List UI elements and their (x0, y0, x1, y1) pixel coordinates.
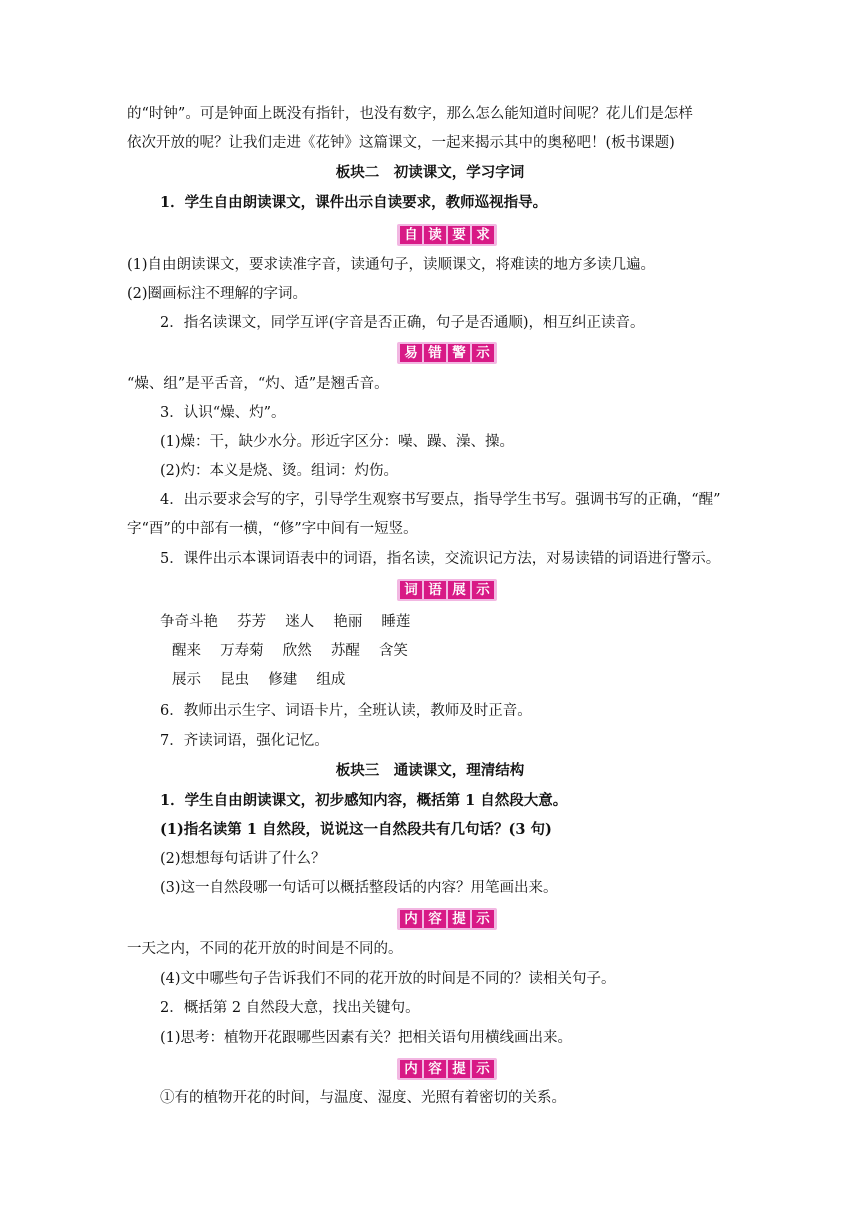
step-2: 2．指名读课文，同学互评(字音是否正确，句子是否通顺)，相互纠正读音。 (160, 315, 645, 331)
tag-content-hint-1 (397, 908, 497, 930)
char-note-1: (1)燥：干，缺少水分。形近字区分：噪、躁、澡、操。 (160, 434, 515, 450)
tag-char: 错 (424, 344, 446, 362)
task-1: 1．学生自由朗读课文，初步感知内容，概括第 1 自然段大意。 (160, 792, 568, 809)
char-note-2: (2)灼：本义是烧、烫。组词：灼伤。 (160, 463, 399, 479)
step-5: 5．课件出示本课词语表中的词语，指名读，交流识记方法，对易读错的词语进行警示。 (160, 551, 721, 567)
tag-char: 内 (400, 910, 422, 928)
step-7: 7．齐读词语，强化记忆。 (160, 733, 329, 749)
step-6: 6．教师出示生字、词语卡片，全班认读，教师及时正音。 (160, 703, 532, 719)
tag-char: 展 (448, 581, 470, 599)
step-4-line-2: 字“酉”的中部有一横，“修”字中间有一短竖。 (127, 521, 418, 537)
task-1-q4: (4)文中哪些句子告诉我们不同的花开放的时间是不同的？读相关句子。 (160, 971, 616, 987)
task-1-q2: (2)想想每句话讲了什么？ (160, 851, 326, 867)
task-1-q3: (3)这一自然段哪一句话可以概括整段话的内容？用笔画出来。 (160, 880, 558, 896)
step-3: 3．认识“燥、灼”。 (160, 405, 286, 421)
tag-char: 示 (472, 1060, 494, 1078)
tag-char: 容 (424, 910, 446, 928)
tag-char: 词 (400, 581, 422, 599)
tag-char: 提 (448, 1060, 470, 1078)
step-4-line-1: 4．出示要求会写的字，引导学生观察书写要点，指导学生书写。强调书写的正确，“醒” (160, 492, 721, 508)
tag-char: 易 (400, 344, 422, 362)
section-heading-2: 板块二 初读课文，学习字词 (335, 164, 525, 181)
hint-text-1: 一天之内，不同的花开放的时间是不同的。 (127, 941, 403, 957)
tag-char: 示 (472, 344, 494, 362)
tag-char: 警 (448, 344, 470, 362)
tag-reading-requirements (397, 224, 497, 246)
tag-content-hint-2 (397, 1058, 497, 1080)
intro-line-1: 的“时钟”。可是钟面上既没有指针，也没有数字，那么怎么能知道时间呢？花儿们是怎样 (127, 106, 693, 122)
tag-char: 示 (472, 910, 494, 928)
tag-char: 容 (424, 1060, 446, 1078)
tag-char: 语 (424, 581, 446, 599)
vocab-row-1: 争奇斗艳 芬芳 迷人 艳丽 睡莲 (160, 614, 411, 630)
vocab-row-3: 展示 昆虫 修建 组成 (172, 672, 346, 688)
tag-char: 自 (400, 226, 422, 244)
task-2-q1: (1)思考：植物开花跟哪些因素有关？把相关语句用横线画出来。 (160, 1030, 573, 1046)
requirement-1: (1)自由朗读课文，要求读准字音，读通句子，读顺课文，将难读的地方多读几遍。 (127, 257, 656, 273)
vocab-row-2: 醒来 万寿菊 欣然 苏醒 含笑 (172, 643, 408, 659)
tag-char: 求 (472, 226, 494, 244)
task-1-q1: (1)指名读第 1 自然段，说说这一自然段共有几句话？(3 句) (160, 821, 552, 838)
intro-line-2: 依次开放的呢？让我们走进《花钟》这篇课文，一起来揭示其中的奥秘吧！(板书课题) (127, 135, 675, 151)
tag-char: 要 (448, 226, 470, 244)
tag-char: 提 (448, 910, 470, 928)
tag-char: 读 (424, 226, 446, 244)
tag-vocab-display (397, 579, 497, 601)
tag-char: 示 (472, 581, 494, 599)
task-2: 2．概括第 2 自然段大意，找出关键句。 (160, 1000, 420, 1016)
step-1: 1．学生自由朗读课文，课件出示自读要求，教师巡视指导。 (160, 194, 548, 211)
tag-error-warning (397, 342, 497, 364)
requirement-2: (2)圈画标注不理解的字词。 (127, 286, 308, 302)
warning-text: “燥、组”是平舌音，“灼、适”是翘舌音。 (127, 376, 389, 392)
section-heading-3: 板块三 通读课文，理清结构 (335, 762, 525, 779)
hint-text-2: ①有的植物开花的时间，与温度、湿度、光照有着密切的关系。 (160, 1090, 566, 1106)
tag-char: 内 (400, 1060, 422, 1078)
